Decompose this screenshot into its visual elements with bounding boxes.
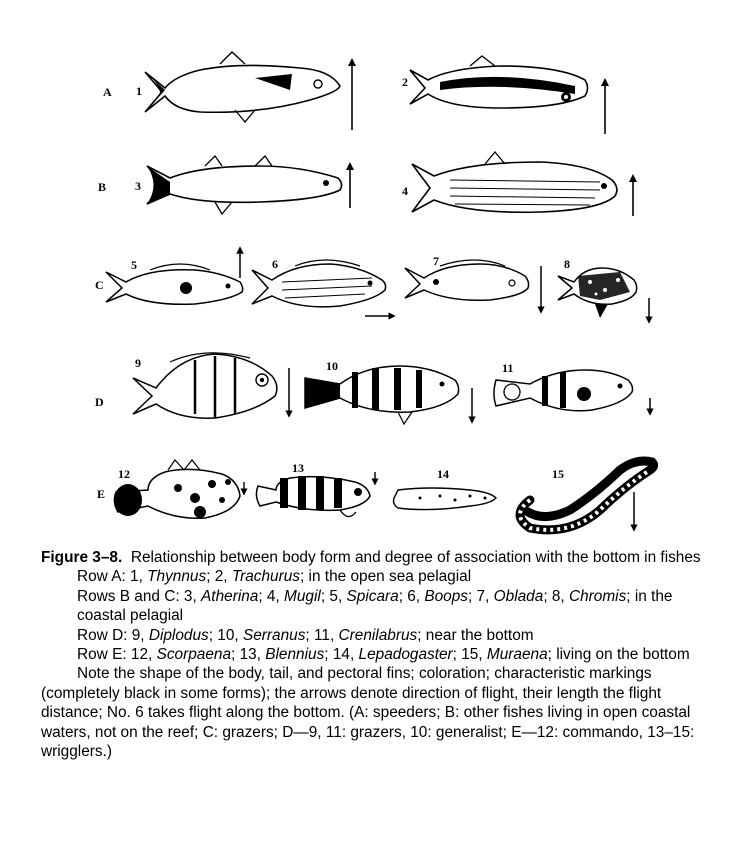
row-label-b: B [98,180,107,194]
fish-number: 11 [502,361,514,375]
text: ; near the bottom [417,626,534,644]
fish-number: 2 [402,75,408,89]
text: ; in the coastal pelagial [77,587,673,625]
text: ; 11, [305,626,339,644]
genus: Crenilabrus [338,626,418,644]
text: ; 10, [208,626,243,644]
fish-1-thynnus [145,52,340,122]
text: ; living on the bottom [547,646,690,664]
fish-8-chromis [558,268,637,318]
text: Row A: 1, [77,568,148,586]
text: ; 2, [206,568,232,586]
row-label-d: D [95,395,104,409]
fish-number: 7 [433,254,439,268]
caption-row-d [41,626,717,645]
fish-13-blennius [256,476,370,517]
caption-title: Figure 3–8. [41,549,123,566]
text: Row D: 9, [77,626,149,644]
text: Rows B and C: 3, [77,587,202,605]
fish-number: 12 [118,467,130,481]
text: Row E: 12, [77,646,157,664]
caption-row-e [41,645,717,664]
fish-4-mugil [412,152,617,212]
caption-row-a [41,567,717,586]
text: ; 5, [320,587,347,605]
fish-number: 13 [292,461,304,475]
fish-11-crenilabrus [494,370,633,411]
fish-14-lepadogaster [394,488,497,510]
text: ; in the open sea pelagial [300,568,472,586]
genus: Scorpaena [156,646,232,664]
genus: Atherina [201,587,259,605]
fish-9-diplodus [133,353,277,418]
genus: Blennius [265,646,325,664]
genus: Spicara [346,587,399,605]
fish-7-oblada [405,260,529,300]
fish-number: 8 [564,257,570,271]
fish-12-scorpaena [114,460,240,518]
genus: Lepadogaster [358,646,453,664]
text: ; 7, [468,587,494,605]
row-label-e: E [97,487,106,501]
genus: Chromis [568,587,627,605]
genus: Diplodus [148,626,209,644]
fish-number: 6 [272,257,278,271]
fish-number: 1 [136,84,142,98]
fish-number: 10 [326,359,338,373]
fish-number: 15 [552,467,564,481]
genus: Serranus [242,626,306,644]
text: ; 13, [231,646,266,664]
text: ; 8, [543,587,569,605]
caption-heading-text: Relationship between body form and degree of association with the bottom in fishes [130,549,701,566]
text: ; 15, [452,646,487,664]
fish-10-serranus [305,366,459,424]
fish-number: 9 [135,356,141,370]
fish-5-spicara [106,264,243,304]
figure-caption [41,548,717,761]
genus: Thynnus [147,568,207,586]
caption-note [41,664,717,761]
fish-number: 4 [402,184,408,198]
row-label-a: A [103,85,112,99]
fish-3-atherina [147,156,342,214]
text: ; 4, [258,587,285,605]
fish-2-trachurus [410,56,588,108]
genus: Muraena [486,646,548,664]
row-label-c: C [95,278,104,292]
genus: Oblada [493,587,544,605]
fish-number: 14 [437,467,449,481]
genus: Mugil [284,587,321,605]
fish-number: 3 [135,179,141,193]
text: ; 6, [398,587,425,605]
caption-rows-bc [41,587,717,626]
caption-heading [41,548,717,567]
text: ; 14, [324,646,359,664]
note-text: Note the shape of the body, tail, and pectoral fins; coloration; characteristic markings (completely black in some forms); the arrows denote direction of flight, their length the flight distance; No. 6 takes flight along the bottom. (A: speeders; B: other fishes living in open coastal waters, not on the reef; C: grazers; D—9, 11: grazers, 10: generalist; E—12: commando, 13–15: wrigglers.) [41,665,695,761]
fish-number: 5 [131,258,137,272]
genus: Trachurus [231,568,300,586]
genus: Boops [424,587,468,605]
